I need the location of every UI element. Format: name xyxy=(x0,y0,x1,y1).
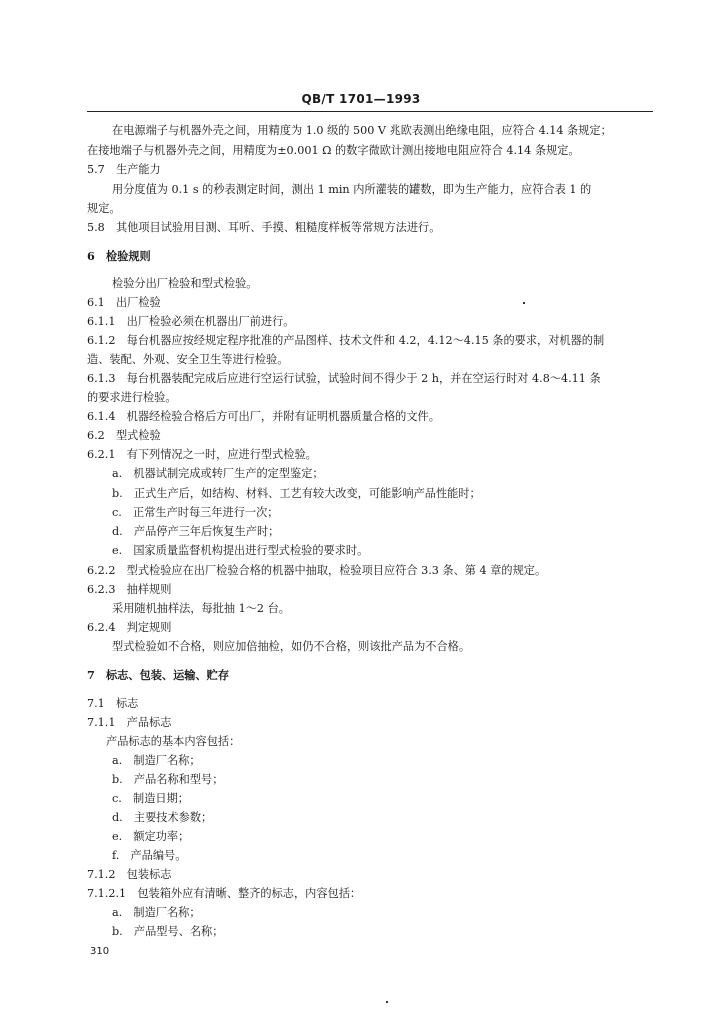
list-item: a. 制造厂名称； xyxy=(112,754,201,767)
paragraph-line: 采用随机抽样法，每批抽 1～2 台。 xyxy=(112,602,290,615)
paragraph-line: 造、装配、外观、安全卫生等进行检验。 xyxy=(87,353,289,366)
section-heading: 7.1.1 产品标志 xyxy=(87,716,172,729)
header-rule xyxy=(87,111,653,112)
clause-line: 6.1.2 每台机器应按经规定程序批准的产品图样、技术文件和 4.2，4.12～4.15 条的要求，对机器的制 xyxy=(87,334,605,347)
paragraph-line: 在电源端子与机器外壳之间，用精度为 1.0 级的 500 V 兆欧表测出绝缘电阻，应符合 4.14 条规定； xyxy=(112,124,612,137)
list-item: b. 产品型号、名称； xyxy=(112,925,224,938)
section-heading: 6.2 型式检验 xyxy=(87,429,161,442)
paragraph-line: 检验分出厂检验和型式检验。 xyxy=(112,277,258,290)
paragraph-line: 在接地端子与机器外壳之间，用精度为±0.001 Ω 的数字微欧计测出接地电阻应符合 4.14 条规定。 xyxy=(87,144,580,157)
paragraph-line: 产品标志的基本内容包括： xyxy=(106,735,241,748)
standard-header: QB/T 1701—1993 xyxy=(301,92,421,106)
section-heading: 7.1 标志 xyxy=(87,697,139,710)
chapter-heading: 6 检验规则 xyxy=(87,249,151,263)
list-item: d. 产品停产三年后恢复生产时； xyxy=(112,525,280,538)
clause-line: 6.2.1 有下列情况之一时，应进行型式检验。 xyxy=(87,448,317,461)
list-item: d. 主要技术参数； xyxy=(112,811,213,824)
section-heading: 5.7 生产能力 xyxy=(87,163,161,176)
list-item: e. 国家质量监督机构提出进行型式检验的要求时。 xyxy=(112,544,369,557)
page-number: 310 xyxy=(90,946,110,957)
list-item: a. 制造厂名称； xyxy=(112,906,201,919)
list-item: e. 额定功率； xyxy=(112,830,190,843)
list-item: c. 正常生产时每三年进行一次； xyxy=(112,506,279,519)
section-heading: 6.2.3 抽样规则 xyxy=(87,583,172,596)
paragraph-line: 的要求进行检验。 xyxy=(87,391,177,404)
scan-speck xyxy=(386,1001,388,1003)
section-heading: 6.1 出厂检验 xyxy=(87,296,161,309)
clause-line: 6.1.1 出厂检验必须在机器出厂前进行。 xyxy=(87,315,295,328)
chapter-heading: 7 标志、包装、运输、贮存 xyxy=(87,668,230,682)
list-item: b. 正式生产后，如结构、材料、工艺有较大改变，可能影响产品性能时； xyxy=(112,487,481,500)
clause-line: 6.1.4 机器经检验合格后方可出厂，并附有证明机器质量合格的文件。 xyxy=(87,410,440,423)
paragraph-line: 型式检验如不合格，则应加倍抽检，如仍不合格，则该批产品为不合格。 xyxy=(112,640,471,653)
list-item: c. 制造日期； xyxy=(112,792,189,805)
scan-speck xyxy=(523,302,525,304)
section-heading: 7.1.2 包装标志 xyxy=(87,868,172,881)
section-heading: 5.8 其他项目试验用目测、耳听、手摸、粗糙度样板等常规方法进行。 xyxy=(87,221,441,234)
paragraph-line: 用分度值为 0.1 s 的秒表测定时间，测出 1 min 内所灌装的罐数，即为生产能力，应符合表 1 的 xyxy=(112,183,592,196)
clause-line: 7.1.2.1 包装箱外应有清晰、整齐的标志，内容包括： xyxy=(87,887,362,900)
list-item: b. 产品名称和型号； xyxy=(112,773,224,786)
paragraph-line: 规定。 xyxy=(87,202,121,215)
list-item: a. 机器试制完成或转厂生产的定型鉴定； xyxy=(112,467,324,480)
clause-line: 6.2.2 型式检验应在出厂检验合格的机器中抽取，检验项目应符合 3.3 条、第 4 章的规定。 xyxy=(87,564,547,577)
list-item: f. 产品编号。 xyxy=(112,849,187,862)
clause-line: 6.1.3 每台机器装配完成后应进行空运行试验，试验时间不得少于 2 h，并在空运行时对 4.8～4.11 条 xyxy=(87,372,601,385)
section-heading: 6.2.4 判定规则 xyxy=(87,621,172,634)
